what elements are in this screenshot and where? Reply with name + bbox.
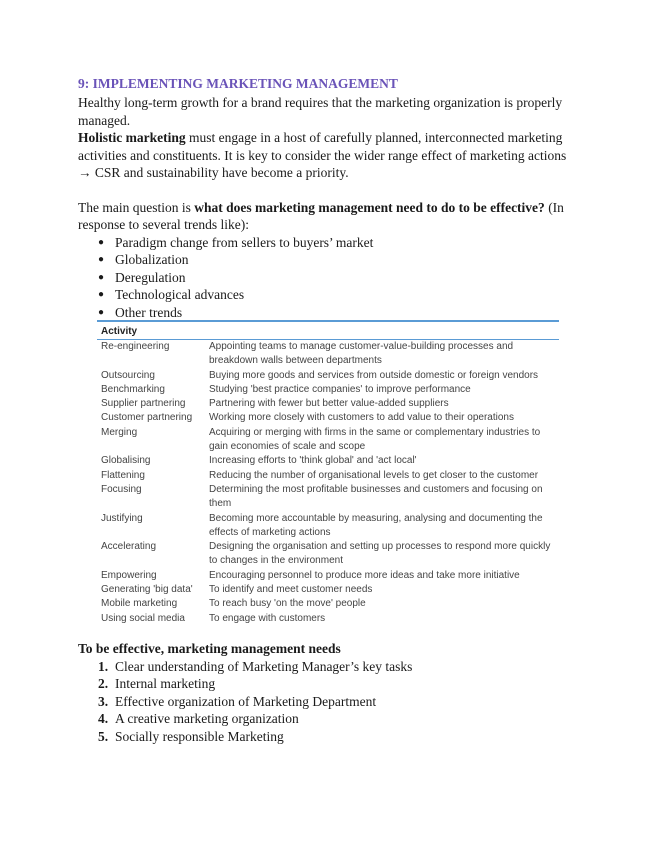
question-bold: what does marketing management need to do to be effective? bbox=[194, 199, 545, 215]
table-row bbox=[97, 369, 559, 383]
item-number: 5. bbox=[98, 728, 109, 744]
intro-paragraph: Healthy long-term growth for a brand requires that the marketing organization is properly managed. bbox=[78, 95, 563, 128]
description-cell: Becoming more accountable by measuring, analysing and documenting the effects of marketing actions bbox=[209, 512, 543, 538]
item-number: 4. bbox=[98, 711, 109, 726]
question-paragraph bbox=[78, 199, 578, 234]
description-cell: Reducing the number of organisational levels to get closer to the customer bbox=[209, 469, 539, 481]
question-after: (In response to several trends like): bbox=[78, 199, 564, 232]
list-item bbox=[98, 658, 598, 676]
table-row bbox=[97, 540, 559, 569]
table-row bbox=[97, 340, 559, 369]
description-cell: Partnering with fewer but better value-added suppliers bbox=[209, 398, 449, 410]
activity-cell: Accelerating bbox=[101, 541, 157, 553]
list-item: ● Deregulation bbox=[98, 269, 578, 287]
activity-cell: Empowering bbox=[101, 569, 157, 581]
list-item bbox=[98, 728, 598, 746]
description-cell: Designing the organisation and setting up processes to respond more quickly to changes in the environment bbox=[209, 541, 551, 567]
table-row bbox=[97, 397, 559, 411]
table-row bbox=[97, 483, 559, 512]
description-cell: Increasing efforts to 'think global' and 'act local' bbox=[209, 455, 417, 467]
activity-cell: Justifying bbox=[101, 512, 143, 524]
question-before: The main question is bbox=[78, 199, 195, 215]
description-cell: Encouraging personnel to produce more ideas and take more initiative bbox=[209, 569, 520, 581]
activity-cell: Using social media bbox=[101, 612, 185, 624]
description-cell: Acquiring or merging with firms in the same or complementary industries to gain economies of scale and scope bbox=[209, 426, 541, 453]
activity-cell: Flattening bbox=[101, 469, 145, 481]
activity-cell: Supplier partnering bbox=[101, 398, 186, 410]
activity-cell: Re-engineering bbox=[101, 341, 170, 352]
table-row bbox=[97, 454, 559, 468]
trends-list bbox=[78, 234, 578, 322]
activity-cell: Outsourcing bbox=[101, 369, 155, 381]
table-row bbox=[97, 512, 559, 541]
description-cell: Studying 'best practice companies' to improve performance bbox=[209, 383, 471, 395]
item-text: Clear understanding of Marketing Manager’s key tasks bbox=[115, 658, 413, 674]
page-title: 9: IMPLEMENTING MARKETING MANAGEMENT bbox=[78, 76, 398, 91]
description-cell: Buying more goods and services from outside domestic or foreign vendors bbox=[209, 369, 539, 381]
table-row bbox=[97, 612, 559, 626]
description-cell: To reach busy 'on the move' people bbox=[209, 598, 366, 610]
activity-cell: Merging bbox=[101, 426, 138, 438]
activity-cell: Globalising bbox=[101, 455, 151, 467]
holistic-term: Holistic marketing bbox=[78, 130, 186, 145]
needs-section bbox=[78, 640, 598, 745]
item-number: 3. bbox=[98, 693, 109, 709]
description-cell: Determining the most profitable businesses and customers and focusing on them bbox=[209, 483, 543, 510]
needs-list bbox=[78, 658, 598, 746]
activity-cell: Mobile marketing bbox=[101, 598, 178, 610]
item-text: A creative marketing organization bbox=[115, 711, 299, 726]
description-cell: To engage with customers bbox=[209, 612, 326, 624]
activity-cell: Generating 'big data' bbox=[101, 584, 193, 596]
table-row bbox=[97, 383, 559, 397]
activity-table bbox=[97, 320, 559, 626]
activity-cell: Focusing bbox=[101, 483, 142, 495]
table-header: Activity bbox=[97, 320, 559, 340]
description-cell: Appointing teams to manage customer-value-building processes and breakdown walls between departments bbox=[209, 341, 514, 367]
table-row bbox=[97, 426, 559, 455]
table-row bbox=[97, 597, 559, 611]
table-row bbox=[97, 569, 559, 583]
item-text: Effective organization of Marketing Department bbox=[115, 693, 377, 709]
needs-title: To be effective, marketing management needs bbox=[78, 641, 341, 656]
list-item: ● Other trends bbox=[98, 304, 578, 322]
item-text: Socially responsible Marketing bbox=[115, 728, 284, 744]
list-item: ● Technological advances bbox=[98, 286, 578, 304]
holistic-text: must engage in a host of carefully planned, interconnected marketing activities and constituents. It is key to consider the wider range effect of marketing actions → CSR and sustainability have become a priority. bbox=[78, 130, 567, 180]
list-item bbox=[98, 675, 598, 693]
list-item: ● Globalization bbox=[98, 251, 578, 269]
table-row bbox=[97, 583, 559, 597]
item-number: 1. bbox=[98, 658, 109, 674]
description-cell: Working more closely with customers to add value to their operations bbox=[209, 412, 514, 424]
table-row bbox=[97, 411, 559, 425]
item-number: 2. bbox=[98, 676, 109, 691]
document-body bbox=[78, 74, 578, 321]
list-item bbox=[98, 693, 598, 711]
holistic-paragraph bbox=[78, 129, 578, 182]
list-item: ● Paradigm change from sellers to buyers’ market bbox=[98, 234, 578, 252]
description-cell: To identify and meet customer needs bbox=[209, 584, 373, 596]
list-item bbox=[98, 710, 598, 728]
table-row bbox=[97, 469, 559, 483]
table-body bbox=[97, 340, 559, 626]
activity-cell: Benchmarking bbox=[101, 383, 165, 395]
activity-cell: Customer partnering bbox=[101, 412, 193, 424]
item-text: Internal marketing bbox=[115, 676, 216, 691]
